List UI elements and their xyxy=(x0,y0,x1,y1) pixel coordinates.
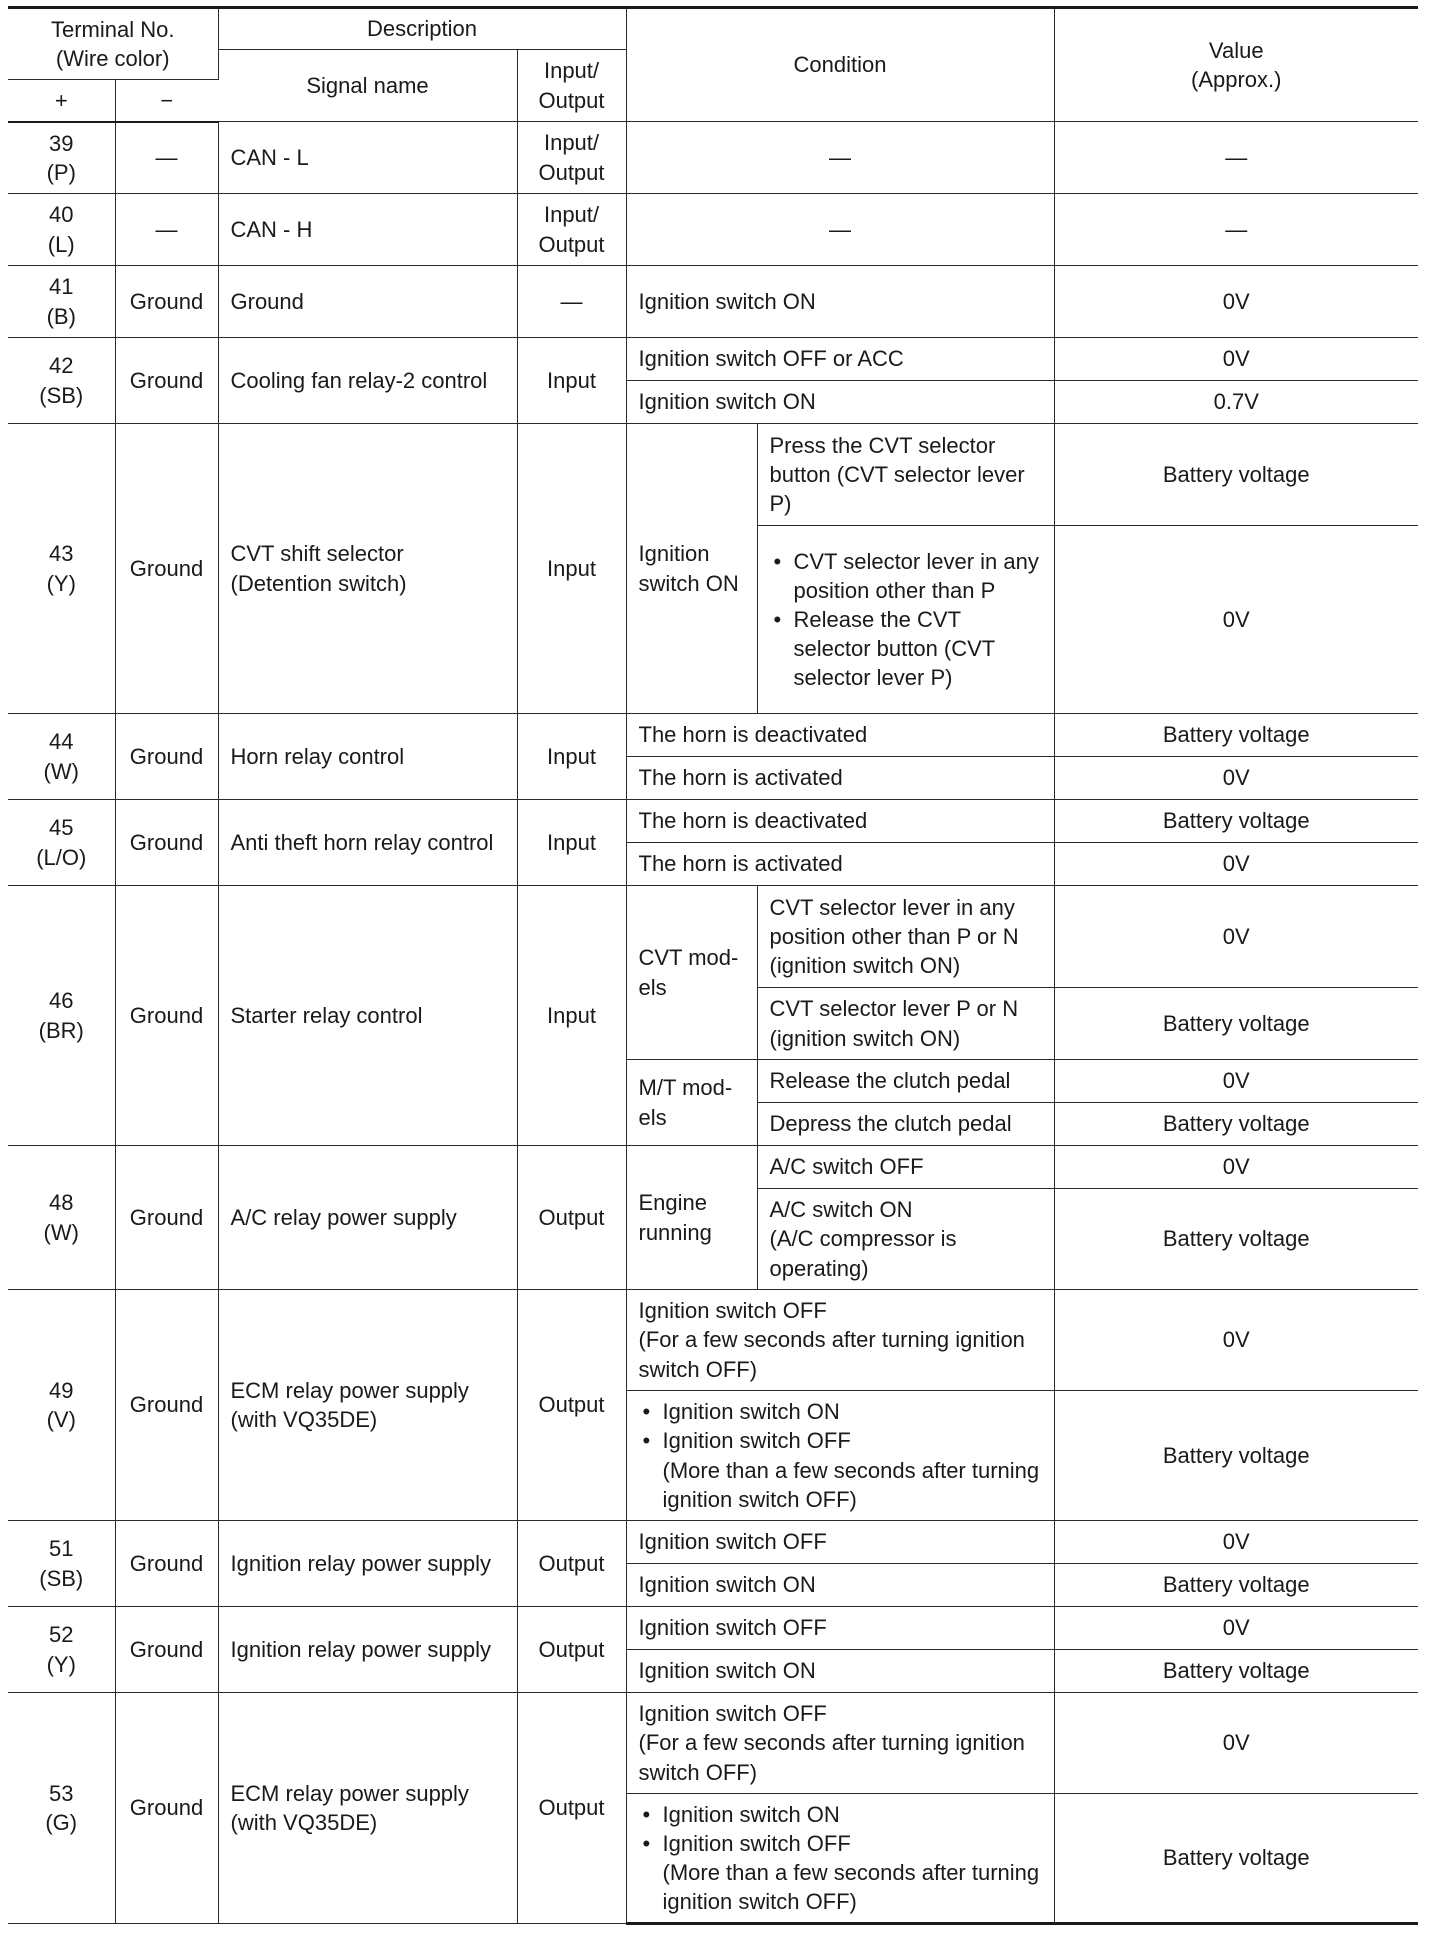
wire-color: (BR) xyxy=(38,1017,84,1043)
terminal-cell xyxy=(8,800,115,886)
table-row xyxy=(8,266,1418,338)
condition-cell: Ignition switch OFF (For a few seconds after turning ignition switch OFF) xyxy=(626,1693,1054,1794)
terminal-cell xyxy=(8,886,115,1146)
signal-name: ECM relay power supply (with VQ35DE) xyxy=(218,1693,517,1924)
condition-bullet: • Release the CVT selector button (CVT selector lever P) xyxy=(770,605,1042,692)
header-signal-name: Signal name xyxy=(218,50,517,122)
condition-cell: Ignition switch OFF (For a few seconds after turning ignition switch OFF) xyxy=(626,1290,1054,1391)
minus-cell: Ground xyxy=(115,1607,218,1693)
terminal-table-sheet xyxy=(8,6,1418,1925)
value-cell: Battery voltage xyxy=(1054,1794,1418,1924)
header-value: Value (Approx.) xyxy=(1054,8,1418,122)
condition-cell: Ignition switch ON xyxy=(626,381,1054,424)
minus-cell: Ground xyxy=(115,338,218,424)
table-row xyxy=(8,886,1418,988)
wire-color: (Y) xyxy=(46,570,76,596)
minus-cell: Ground xyxy=(115,800,218,886)
wire-color: (L) xyxy=(47,231,75,257)
wire-color: (P) xyxy=(46,159,76,185)
value-cell: 0V xyxy=(1054,843,1418,886)
io-cell: — xyxy=(517,266,626,338)
terminal-cell xyxy=(8,1146,115,1290)
io-cell: Input xyxy=(517,338,626,424)
condition-cell: Ignition switch OFF xyxy=(626,1521,1054,1564)
signal-name: ECM relay power supply (with VQ35DE) xyxy=(218,1290,517,1521)
io-cell: Input xyxy=(517,424,626,714)
terminal-number: 48 xyxy=(49,1190,74,1216)
terminal-number: 44 xyxy=(49,729,74,755)
io-cell: Input/ Output xyxy=(517,194,626,266)
wire-color: (W) xyxy=(43,758,79,784)
condition-bullet: • Ignition switch OFF (More than a few seconds after turning ignition switch OFF) xyxy=(639,1829,1042,1916)
condition-list xyxy=(639,1800,1042,1916)
terminal-number: 46 xyxy=(49,988,74,1014)
signal-name: Anti theft horn relay control xyxy=(218,800,517,886)
value-cell: 0V xyxy=(1054,1693,1418,1794)
terminal-number: 40 xyxy=(49,202,74,228)
wire-color: (L/O) xyxy=(36,844,87,870)
condition-cell: CVT selector lever P or N (ignition switch ON) xyxy=(757,988,1054,1060)
value-cell: 0V xyxy=(1054,1060,1418,1103)
terminal-cell xyxy=(8,1693,115,1924)
io-cell: Input xyxy=(517,800,626,886)
value-cell: Battery voltage xyxy=(1054,1564,1418,1607)
table-row xyxy=(8,1521,1418,1564)
minus-cell: Ground xyxy=(115,424,218,714)
value-cell: Battery voltage xyxy=(1054,988,1418,1060)
minus-cell: Ground xyxy=(115,1146,218,1290)
terminal-cell xyxy=(8,338,115,424)
value-cell: Battery voltage xyxy=(1054,714,1418,757)
minus-cell: — xyxy=(115,194,218,266)
condition-group: Ignition switch ON xyxy=(626,424,757,714)
io-cell: Output xyxy=(517,1146,626,1290)
terminal-cell xyxy=(8,424,115,714)
wire-color: (V) xyxy=(46,1407,76,1432)
value-cell: 0.7V xyxy=(1054,381,1418,424)
terminal-cell xyxy=(8,194,115,266)
condition-cell: Release the clutch pedal xyxy=(757,1060,1054,1103)
value-cell: 0V xyxy=(1054,1607,1418,1650)
value-cell: 0V xyxy=(1054,1146,1418,1189)
condition-cell: Ignition switch ON xyxy=(626,1650,1054,1693)
terminal-cell xyxy=(8,266,115,338)
wire-color: (SB) xyxy=(39,382,84,408)
minus-cell: Ground xyxy=(115,1290,218,1521)
terminal-cell xyxy=(8,714,115,800)
terminal-number: 39 xyxy=(49,130,74,156)
table-row xyxy=(8,1607,1418,1650)
terminal-number: 49 xyxy=(49,1377,74,1403)
value-cell: — xyxy=(1054,122,1418,194)
signal-name: Horn relay control xyxy=(218,714,517,800)
condition-bullet: • Ignition switch ON xyxy=(639,1800,1042,1829)
condition-cell: The horn is activated xyxy=(626,757,1054,800)
signal-name: CAN - L xyxy=(218,122,517,194)
condition-bullet: • CVT selector lever in any position other than P xyxy=(770,547,1042,605)
condition-cell: A/C switch OFF xyxy=(757,1146,1054,1189)
table-row xyxy=(8,1693,1418,1794)
table-row xyxy=(8,194,1418,266)
wire-color: (Y) xyxy=(46,1651,76,1677)
condition-cell: CVT selector lever in any position other than P or N (ignition switch ON) xyxy=(757,886,1054,988)
condition-cell xyxy=(757,526,1054,714)
table-row xyxy=(8,714,1418,757)
table-row xyxy=(8,122,1418,194)
minus-cell: — xyxy=(115,122,218,194)
condition-cell: — xyxy=(626,194,1054,266)
condition-cell: The horn is deactivated xyxy=(626,800,1054,843)
terminal-cell xyxy=(8,1521,115,1607)
value-cell: 0V xyxy=(1054,757,1418,800)
io-cell: Input xyxy=(517,886,626,1146)
condition-list xyxy=(770,547,1042,692)
terminal-cell xyxy=(8,1290,115,1521)
table-row xyxy=(8,1290,1418,1391)
io-cell: Output xyxy=(517,1693,626,1924)
signal-name: Ignition relay power supply xyxy=(218,1521,517,1607)
condition-cell: Ignition switch ON xyxy=(626,266,1054,338)
condition-list xyxy=(639,1397,1042,1513)
condition-cell xyxy=(626,1794,1054,1924)
condition-cell: Press the CVT selector button (CVT selector lever P) xyxy=(757,424,1054,526)
condition-cell xyxy=(626,1391,1054,1521)
header-condition: Condition xyxy=(626,8,1054,122)
condition-group: Engine running xyxy=(626,1146,757,1290)
table-row xyxy=(8,1146,1418,1189)
value-cell: Battery voltage xyxy=(1054,1391,1418,1521)
condition-bullet: • Ignition switch ON xyxy=(639,1397,1042,1426)
signal-name: Ignition relay power supply xyxy=(218,1607,517,1693)
io-cell: Output xyxy=(517,1521,626,1607)
terminal-cell xyxy=(8,122,115,194)
value-cell: 0V xyxy=(1054,338,1418,381)
terminal-number: 53 xyxy=(49,1780,74,1806)
condition-bullet: • Ignition switch OFF (More than a few seconds after turning ignition switch OFF) xyxy=(639,1426,1042,1513)
header-terminal: Terminal No. (Wire color) xyxy=(8,8,218,80)
terminal-number: 41 xyxy=(49,274,74,300)
table-row xyxy=(8,338,1418,381)
minus-cell: Ground xyxy=(115,886,218,1146)
terminal-number: 43 xyxy=(49,541,74,567)
terminal-number: 42 xyxy=(49,353,74,379)
signal-name: Cooling fan relay-2 control xyxy=(218,338,517,424)
value-cell: — xyxy=(1054,194,1418,266)
value-cell: Battery voltage xyxy=(1054,1650,1418,1693)
signal-name: CAN - H xyxy=(218,194,517,266)
value-cell: 0V xyxy=(1054,1521,1418,1564)
terminal-cell xyxy=(8,1607,115,1693)
condition-cell: — xyxy=(626,122,1054,194)
condition-cell: The horn is activated xyxy=(626,843,1054,886)
condition-cell: The horn is deactivated xyxy=(626,714,1054,757)
terminal-number: 52 xyxy=(49,1622,74,1648)
io-cell: Output xyxy=(517,1290,626,1521)
io-cell: Input/ Output xyxy=(517,122,626,194)
io-cell: Output xyxy=(517,1607,626,1693)
signal-name: Starter relay control xyxy=(218,886,517,1146)
table-row xyxy=(8,800,1418,843)
header-description: Description xyxy=(218,8,626,50)
minus-cell: Ground xyxy=(115,266,218,338)
minus-cell: Ground xyxy=(115,1521,218,1607)
terminal-number: 45 xyxy=(49,815,74,841)
value-cell: 0V xyxy=(1054,526,1418,714)
header-io: Input/ Output xyxy=(517,50,626,122)
condition-cell: Ignition switch OFF xyxy=(626,1607,1054,1650)
condition-cell: Depress the clutch pedal xyxy=(757,1103,1054,1146)
terminal-number: 51 xyxy=(49,1536,74,1562)
minus-cell: Ground xyxy=(115,1693,218,1924)
condition-group: CVT mod- els xyxy=(626,886,757,1060)
signal-name: Ground xyxy=(218,266,517,338)
ecm-terminal-table xyxy=(8,6,1418,1925)
condition-group: M/T mod- els xyxy=(626,1060,757,1146)
condition-cell: A/C switch ON (A/C compressor is operating) xyxy=(757,1189,1054,1290)
signal-name: A/C relay power supply xyxy=(218,1146,517,1290)
value-cell: Battery voltage xyxy=(1054,1189,1418,1290)
signal-name: CVT shift selector (Detention switch) xyxy=(218,424,517,714)
condition-cell: Ignition switch ON xyxy=(626,1564,1054,1607)
io-cell: Input xyxy=(517,714,626,800)
condition-cell: Ignition switch OFF or ACC xyxy=(626,338,1054,381)
header-minus: − xyxy=(115,80,218,122)
value-cell: Battery voltage xyxy=(1054,424,1418,526)
wire-color: (W) xyxy=(43,1219,79,1245)
wire-color: (B) xyxy=(46,303,76,329)
value-cell: Battery voltage xyxy=(1054,800,1418,843)
value-cell: 0V xyxy=(1054,886,1418,988)
minus-cell: Ground xyxy=(115,714,218,800)
header-plus: + xyxy=(8,80,115,122)
wire-color: (SB) xyxy=(39,1565,84,1591)
value-cell: 0V xyxy=(1054,266,1418,338)
table-row xyxy=(8,424,1418,526)
value-cell: Battery voltage xyxy=(1054,1103,1418,1146)
value-cell: 0V xyxy=(1054,1290,1418,1391)
wire-color: (G) xyxy=(45,1810,78,1835)
